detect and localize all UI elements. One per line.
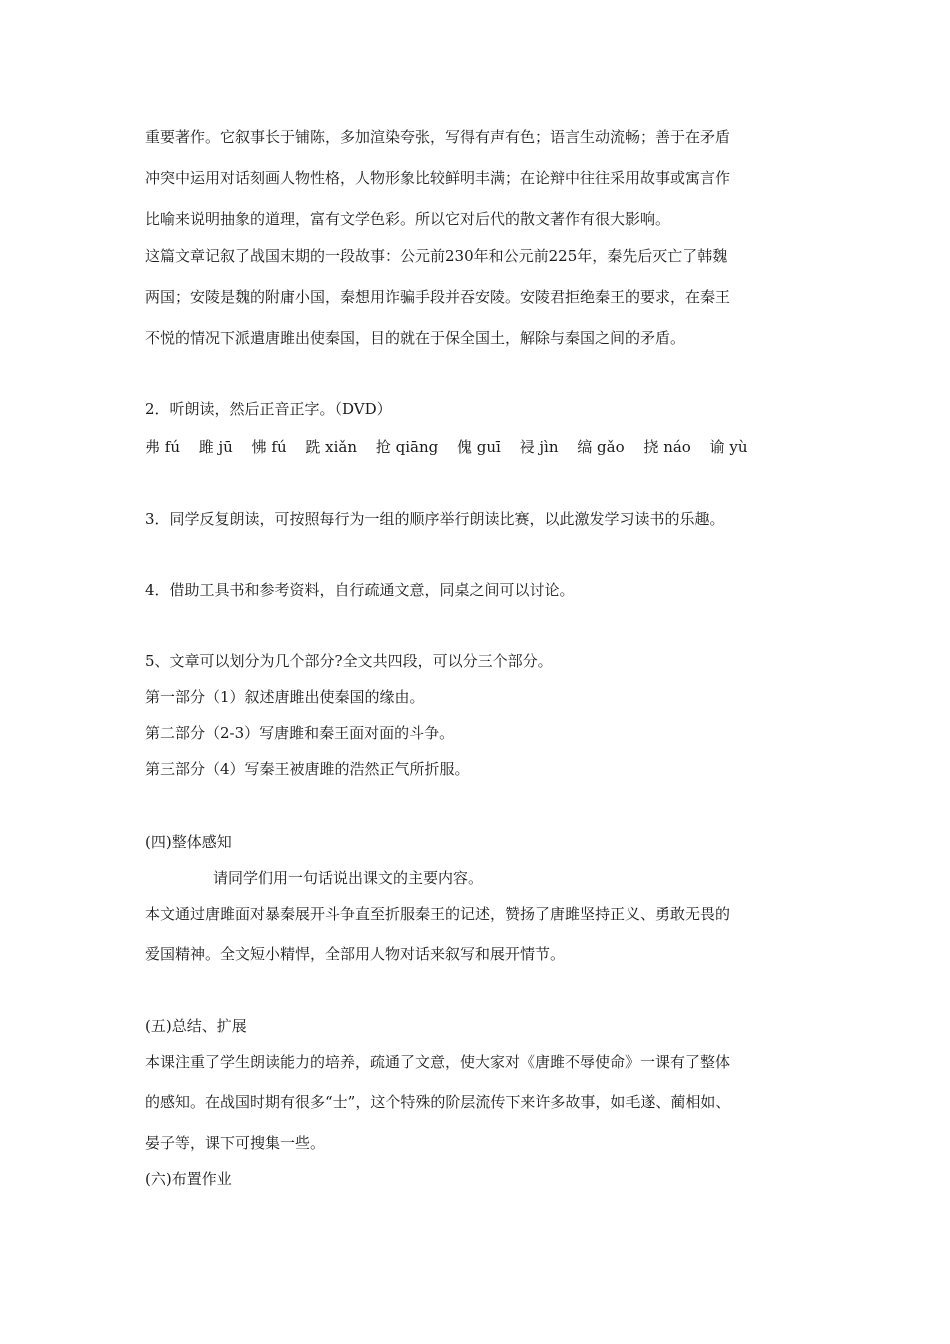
pinyin-list — [145, 437, 748, 457]
item-5-part-1: 第一部分（1）叙述唐雎出使秦国的缘由。 — [145, 688, 425, 706]
background-paragraph-line-2: 两国；安陵是魏的附庸小国，秦想用诈骗手段并吞安陵。安陵君拒绝秦王的要求，在秦王 — [145, 288, 731, 306]
item-5-part-3: 第三部分（4）写秦王被唐雎的浩然正气所折服。 — [145, 760, 470, 778]
pinyin-item: 缟 gǎo — [577, 438, 625, 456]
pinyin-item: 谕 yù — [709, 438, 748, 456]
pinyin-item: 怫 fú — [251, 438, 287, 456]
section-4-prompt: 请同学们用一句话说出课文的主要内容。 — [213, 869, 484, 887]
section-5-text-line-3: 晏子等，课下可搜集一些。 — [145, 1134, 326, 1152]
section-5-text-line-1: 本课注重了学生朗读能力的培养，疏通了文意，使大家对《唐雎不辱使命》一课有了整体 — [145, 1053, 731, 1071]
pinyin-item: 跣 xiǎn — [305, 438, 358, 456]
intro-paragraph-line-2: 冲突中运用对话刻画人物性格，人物形象比较鲜明丰满；在论辩中往往采用故事或寓言作 — [145, 169, 731, 187]
item-5-part-2: 第二部分（2-3）写唐雎和秦王面对面的斗争。 — [145, 724, 455, 742]
section-5-title: (五)总结、扩展 — [145, 1017, 247, 1035]
pinyin-item: 祲 jìn — [519, 438, 559, 456]
section-4-answer-line-1: 本文通过唐雎面对暴秦展开斗争直至折服秦王的记述，赞扬了唐雎坚持正义、勇敢无畏的 — [145, 905, 731, 923]
item-3-reading-contest: 3．同学反复朗读，可按照每行为一组的顺序举行朗读比赛，以此激发学习读书的乐趣。 — [145, 510, 725, 528]
pinyin-item: 傀 guī — [456, 438, 501, 456]
section-6-title: (六)布置作业 — [145, 1170, 232, 1188]
pinyin-item: 挠 náo — [643, 438, 691, 456]
section-5-text-line-2: 的感知。在战国时期有很多“士”，这个特殊的阶层流传下来许多故事，如毛遂、蔺相如、 — [145, 1093, 731, 1111]
pinyin-item: 抢 qiāng — [375, 438, 439, 456]
item-4-self-study: 4．借助工具书和参考资料，自行疏通文意，同桌之间可以讨论。 — [145, 581, 575, 599]
background-paragraph-line-3: 不悦的情况下派遣唐雎出使秦国，目的就在于保全国土，解除与秦国之间的矛盾。 — [145, 329, 686, 347]
background-paragraph-line-1: 这篇文章记叙了战国末期的一段故事：公元前230年和公元前225年，秦先后灭亡了韩魏 — [145, 247, 728, 265]
pinyin-item: 弗 fú — [145, 438, 180, 456]
intro-paragraph-line-1: 重要著作。它叙事长于铺陈，多加渲染夸张，写得有声有色；语言生动流畅；善于在矛盾 — [145, 128, 731, 146]
item-2-listen-reading: 2．听朗读，然后正音正字。（DVD） — [145, 400, 392, 418]
section-4-answer-line-2: 爱国精神。全文短小精悍，全部用人物对话来叙写和展开情节。 — [145, 945, 566, 963]
item-5-structure-question: 5、文章可以划分为几个部分?全文共四段，可以分三个部分。 — [145, 652, 553, 670]
pinyin-item: 雎 jū — [198, 438, 233, 456]
intro-paragraph-line-3: 比喻来说明抽象的道理，富有文学色彩。所以它对后代的散文著作有很大影响。 — [145, 210, 671, 228]
section-4-title: (四)整体感知 — [145, 833, 232, 851]
